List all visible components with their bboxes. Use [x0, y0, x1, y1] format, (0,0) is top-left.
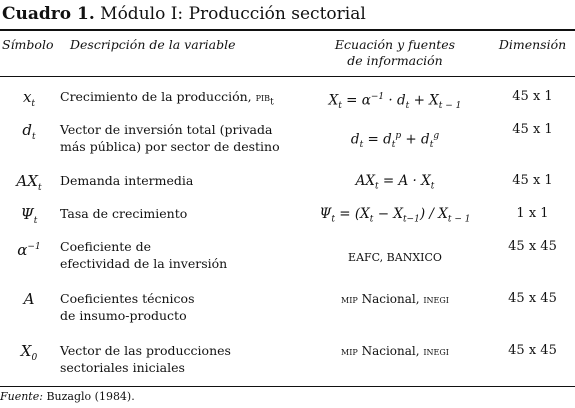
title-text: Módulo I: Producción sectorial [94, 4, 366, 24]
dimension-cell: 45 x 45 [508, 291, 557, 306]
header-dimension: Dimensión [498, 37, 567, 52]
header-equation-line2: de información [347, 53, 443, 68]
equation-cell: $X_t = \alpha^{-1} \cdot d_t + X_{t - 1}$ [328, 92, 462, 112]
equation-cell: mip Nacional, inegi [341, 292, 449, 306]
dimension-cell: 45 x 1 [512, 122, 553, 137]
top-rule [0, 29, 575, 31]
title-number: Cuadro 1. [2, 4, 95, 24]
equation-cell: $\Psi_t = (X_t - X_{t-1}) / X_{t - 1}$ [319, 206, 471, 225]
bottom-rule [0, 386, 575, 387]
table-title [2, 4, 366, 24]
description-cell: Vector de las producciones sectoriales iniciales [60, 343, 231, 375]
header-rule [0, 76, 575, 77]
source-note [0, 390, 135, 403]
symbol-cell: $d_t$ [22, 121, 36, 142]
equation-cell: EAFC, BANXICO [348, 251, 442, 264]
description-cell: Demanda intermedia [60, 173, 194, 188]
dimension-cell: 45 x 45 [508, 239, 557, 254]
description-cell: Vector de inversión total (privada más pública) por sector de destino [60, 122, 280, 154]
header-equation-line1: Ecuación y fuentes [334, 37, 456, 52]
symbol-cell: A [23, 290, 35, 308]
symbol-cell: $\alpha^{-1}$ [17, 241, 41, 259]
source-text: Buzaglo (1984). [42, 390, 135, 403]
header-equation [300, 37, 490, 69]
description-cell: Coeficiente de efectividad de la inversión [60, 239, 228, 271]
symbol-cell: $\Psi_t$ [20, 205, 38, 226]
header-symbol: Símbolo [2, 37, 54, 52]
equation-cell: mip Nacional, inegi [341, 344, 449, 358]
source-label: Fuente: [0, 390, 43, 403]
dimension-cell: 45 x 45 [508, 343, 557, 358]
description-cell: Tasa de crecimiento [60, 206, 188, 221]
symbol-cell: $x_t$ [22, 88, 36, 109]
header-description: Descripción de la variable [70, 37, 236, 52]
symbol-cell: $AX_t$ [16, 172, 42, 193]
description-cell: Crecimiento de la producción, pib$_t$ [60, 89, 274, 108]
equation-cell: $AX_t = A \cdot X_t$ [355, 173, 435, 192]
dimension-cell: 45 x 1 [512, 173, 553, 188]
symbol-cell: $X_0$ [20, 342, 38, 363]
equation-cell: $d_t = d_t^p + d_t^g$ [350, 131, 440, 151]
description-cell: Coeficientes técnicos de insumo-producto [60, 291, 195, 323]
dimension-cell: 1 x 1 [516, 206, 549, 221]
dimension-cell: 45 x 1 [512, 89, 553, 104]
